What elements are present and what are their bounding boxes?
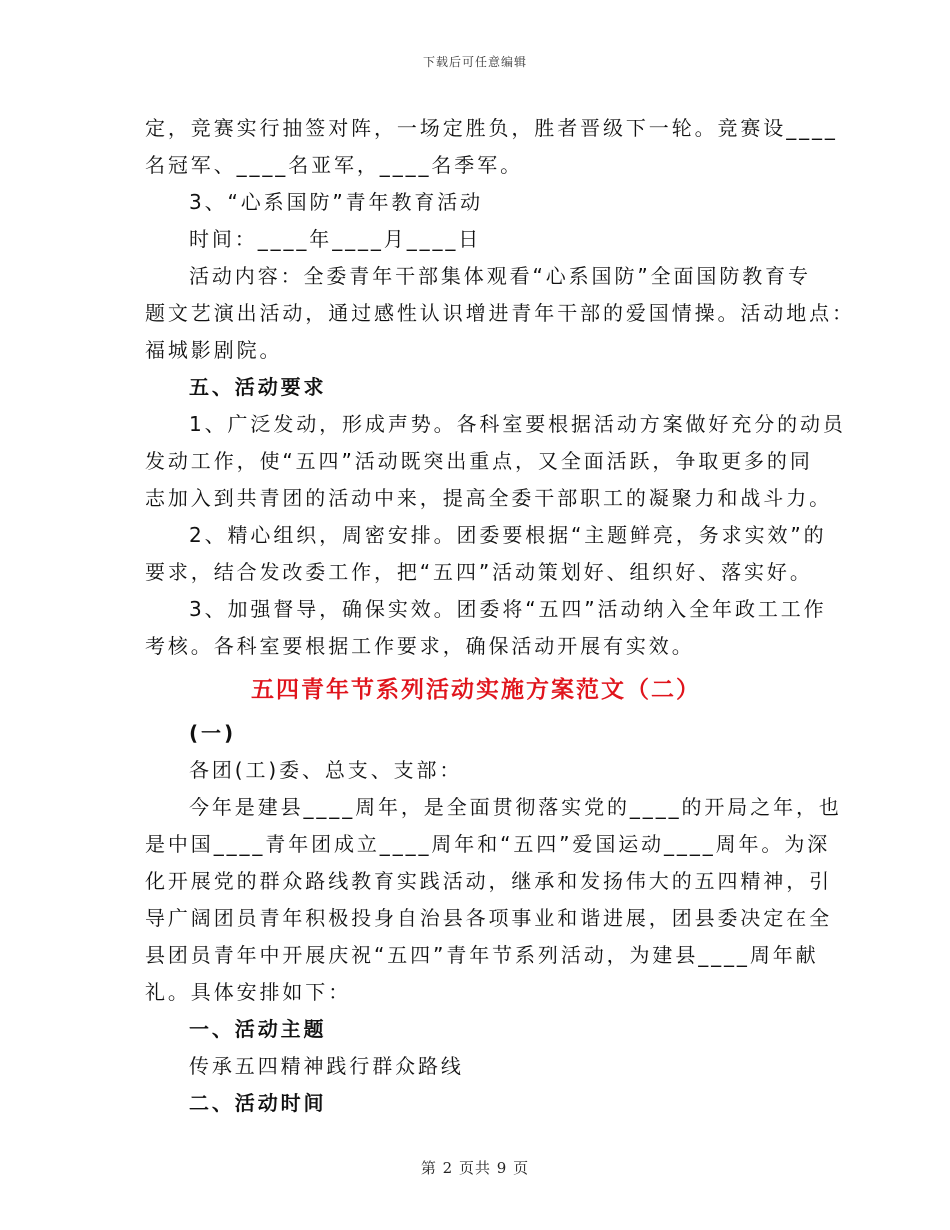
paragraphs-before-title	[145, 110, 855, 665]
text-line: 导广阔团员青年积极投身自治县各项事业和谐进展，团县委决定在全	[145, 906, 832, 930]
section-heading: 二、活动时间	[189, 1091, 327, 1115]
text-line: 志加入到共青团的活动中来，提高全委干部职工的凝聚力和战斗力。	[145, 486, 832, 510]
document-body	[145, 110, 855, 1122]
text-line: 县团员青年中开展庆祝“五四”青年节系列活动，为建县____周年献	[145, 943, 819, 967]
paragraphs-after-title	[145, 715, 842, 1122]
text-line: 1、广泛发动，形成声势。各科室要根据活动方案做好充分的动员	[189, 412, 846, 436]
text-line: 3、加强督导，确保实效。团委将“五四”活动纳入全年政工工作	[189, 597, 827, 621]
text-line: 福城影剧院。	[145, 338, 283, 362]
section-title: 五四青年节系列活动实施方案范文（二）	[251, 677, 701, 703]
text-line: 名冠军、____名亚军，____名季军。	[145, 153, 523, 177]
text-line: 活动内容：全委青年干部集体观看“心系国防”全面国防教育专	[189, 264, 811, 288]
text-line: 2、精心组织，周密安排。团委要根据“主题鲜亮，务求实效”的	[189, 523, 827, 547]
text-line: 传承五四精神践行群众路线	[189, 1054, 464, 1078]
text-line: 是中国____青年团成立____周年和“五四”爱国运动____周年。为深	[145, 832, 831, 856]
text-line: 定，竞赛实行抽签对阵，一场定胜负，胜者晋级下一轮。竞赛设____	[145, 116, 838, 140]
text-line: 要求，结合发改委工作，把“五四”活动策划好、组织好、落实好。	[145, 560, 813, 584]
text-line: 考核。各科室要根据工作要求，确保活动开展有实效。	[145, 634, 695, 658]
section-heading: (一)	[189, 721, 236, 745]
section-heading: 五、活动要求	[189, 375, 327, 399]
text-line: 3、“心系国防”青年教育活动	[189, 190, 484, 214]
text-line: 题文艺演出活动，通过感性认识增进青年干部的爱国情操。活动地点：	[145, 301, 855, 325]
text-line: 发动工作，使“五四”活动既突出重点，又全面活跃，争取更多的同	[145, 449, 813, 473]
page-footer: 第 2 页共 9 页	[420, 1159, 530, 1177]
text-line: 时间：____年____月____日	[189, 227, 482, 251]
text-line: 化开展党的群众路线教育实践活动，继承和发扬伟大的五四精神，引	[145, 869, 832, 893]
text-line: 今年是建县____周年，是全面贯彻落实党的____的开局之年，也	[189, 795, 842, 819]
text-line: 各团(工)委、总支、支部：	[189, 758, 463, 782]
section-heading: 一、活动主题	[189, 1017, 327, 1041]
page-header: 下载后可任意编辑	[422, 55, 527, 69]
text-line: 礼。具体安排如下：	[145, 980, 352, 1004]
